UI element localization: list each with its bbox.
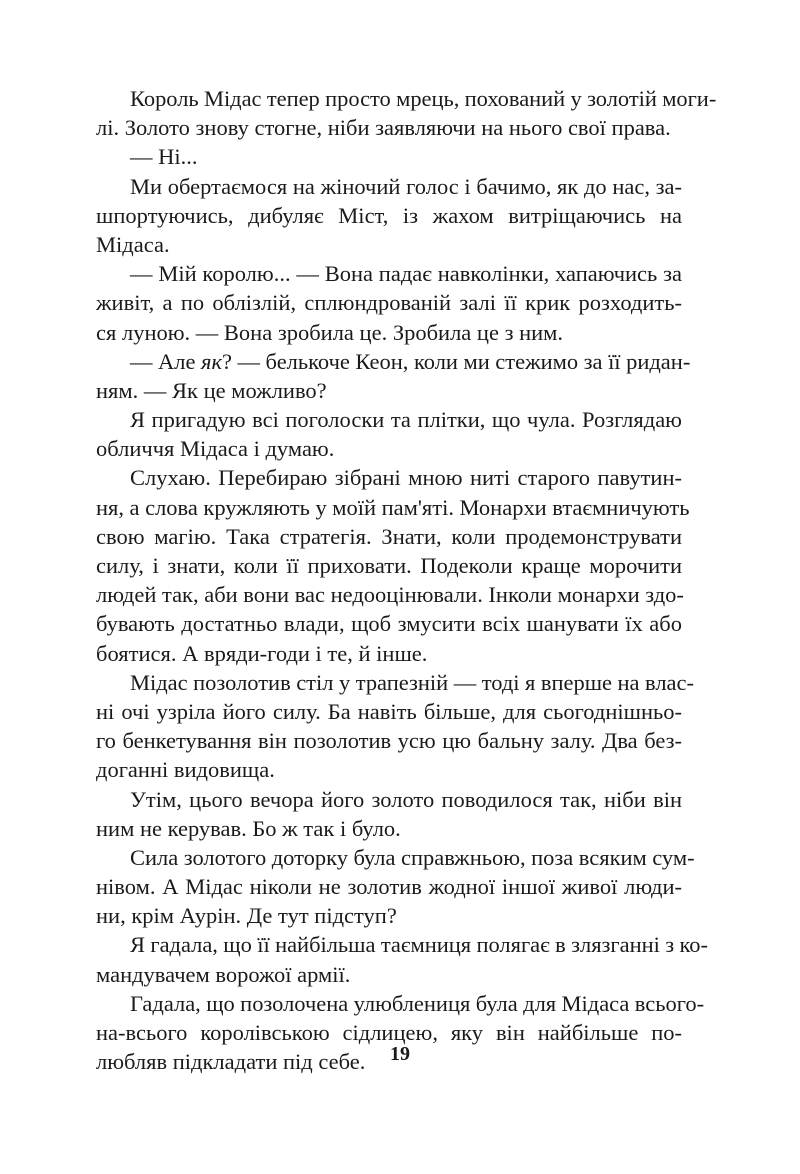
text-line: людей так, аби вони вас недооцінювали. Інколи монархи здо-	[96, 582, 684, 608]
text-line: обличчя Мідаса і думаю.	[96, 436, 335, 462]
text-line: живіт, а по облізлій, сплюндрованій залі її крик розходить-	[96, 290, 682, 316]
text-line: Гадала, що позолочена улюблениця була для Мідаса всього-	[130, 990, 705, 1016]
text-line: — Мій королю... — Вона падає навколінки, хапаючись за	[130, 261, 682, 287]
text-line: бувають достатньо влади, щоб змусити всіх шанувати їх або	[96, 611, 682, 637]
text-line: мандувачем ворожої армії.	[96, 961, 351, 987]
text-line: ни, крім Аурін. Де тут підступ?	[96, 903, 397, 929]
text-line: Я пригадую всі поголоски та плітки, що чула. Розглядаю	[130, 407, 682, 433]
text-line: ні очі узріла його силу. Ба навіть більше, для сьогоднішньо-	[96, 698, 682, 724]
text-line: ся луною. — Вона зробила це. Зробила це з ним.	[96, 319, 564, 345]
body-text	[96, 84, 717, 1076]
text-line: свою магію. Така стратегія. Знати, коли продемонструвати	[96, 523, 682, 549]
text-line: Слухаю. Перебираю зібрані мною ниті старого павутин-	[130, 465, 682, 491]
text-line: доганні видовища.	[96, 757, 275, 783]
text-line: боятися. А вряди-годи і те, й інше.	[96, 640, 428, 666]
emphasis: як	[201, 348, 222, 374]
text-line: — Але як? — белькоче Кеон, коли ми стежимо за її ридан-	[130, 348, 691, 374]
text-line: на-всього королівською сідлицею, яку він найбільше по-	[96, 1020, 682, 1045]
text-line: — Ні...	[130, 144, 198, 170]
paragraph	[96, 930, 708, 988]
text-line: лі. Золото знову стогне, ніби заявляючи на нього свої права.	[96, 115, 671, 141]
text-line: любляв підкладати під себе.	[96, 1049, 366, 1075]
paragraph	[96, 347, 691, 405]
text-line: Утім, цього вечора його золото поводилося так, ніби він	[130, 786, 682, 812]
text-line: силу, і знати, коли її приховати. Подеколи краще морочити	[96, 553, 682, 578]
paragraph	[96, 172, 682, 260]
text-line: шпортуючись, дибуляє Міст, із жахом витріщаючись на	[96, 202, 682, 228]
paragraph	[96, 843, 695, 931]
text-line: нівом. А Мідас ніколи не золотив жодної іншої живої люди-	[96, 874, 682, 900]
paragraph	[96, 84, 717, 142]
text-line: ням. — Як це можливо?	[96, 377, 327, 403]
paragraph	[96, 405, 682, 463]
text-line: Король Мідас тепер просто мрець, похований у золотій моги-	[130, 86, 717, 111]
text-line: Ми обертаємося на жіночий голос і бачимо, як до нас, за-	[130, 173, 682, 199]
page-number: 19	[390, 1043, 410, 1065]
text-line: Сила золотого доторку була справжньою, поза всяким сум-	[130, 844, 695, 870]
text-line: ним не керував. Бо ж так і було.	[96, 815, 401, 841]
text-line: Мідаса.	[96, 231, 170, 257]
text-line: Я гадала, що її найбільша таємниця полягає в злязганні з ко-	[130, 932, 708, 958]
text-line: го бенкетування він позолотив усю цю бальну залу. Два без-	[96, 728, 682, 754]
paragraph	[96, 785, 682, 843]
paragraph	[96, 259, 682, 347]
text-line: ня, а слова кружляють у моїй пам'яті. Монархи втаємничують	[96, 494, 690, 520]
paragraph	[96, 142, 682, 171]
paragraph	[96, 463, 690, 667]
paragraph	[96, 668, 694, 785]
text-line: Мідас позолотив стіл у трапезній — тоді я вперше на влас-	[130, 669, 694, 695]
